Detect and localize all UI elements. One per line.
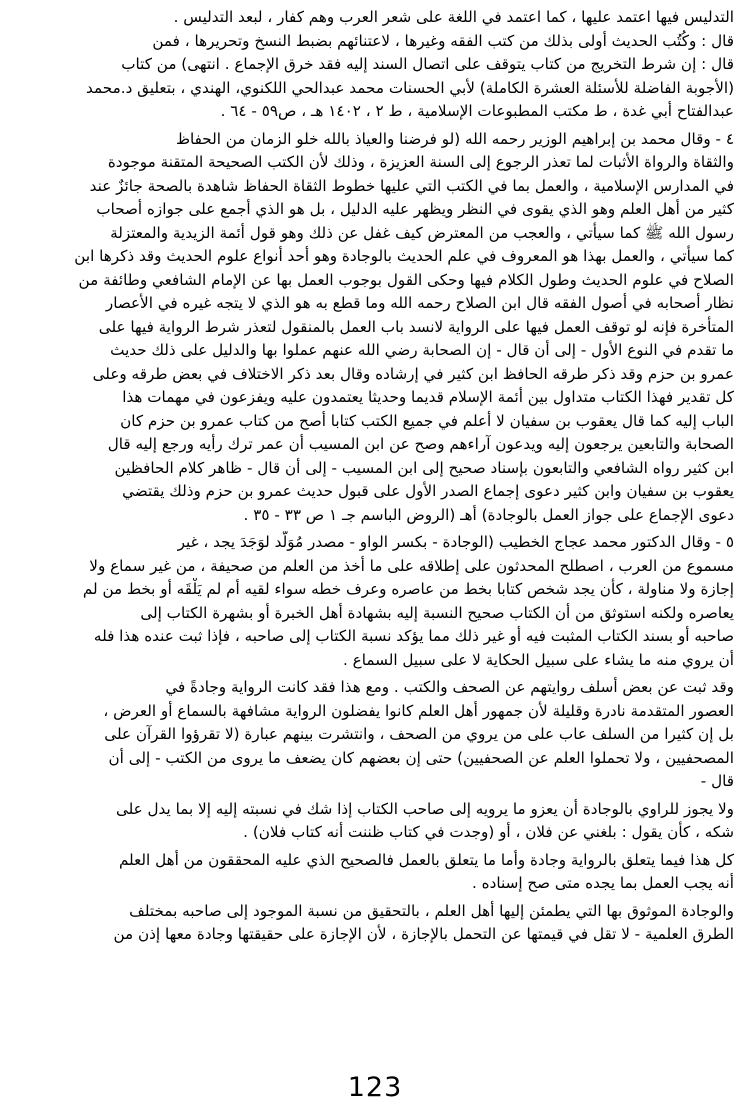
text-line: الصحابة والتابعين يرجعون إليه ويدعون آراءهم وصح عن ابن المسيب أن عمر ترك رأيه ورجع إليه قال: [107, 435, 734, 453]
text-line: قال -: [700, 772, 734, 790]
page-body: [12, 6, 734, 947]
paragraph: [12, 849, 734, 896]
text-line: والوجادة الموثوق بها التي يطمئن إليها أهل العلم ، بالتحقيق من نسبة الموجود إلى صاحبه بمختلف: [129, 901, 734, 920]
text-line: التدليس فيها اعتمد عليها ، كما اعتمد في اللغة على شعر العرب وهم كفار ، لبعد التدليس .: [173, 8, 734, 26]
text-line: يعاصره ولكنه استوثق من أن الكتاب صحيح النسبة إليه بشهادة أهل الخبرة أو بشهرة الكتاب إلى: [140, 603, 734, 622]
text-line: كثير من أهل العلم وهو الذي يقوى في النظر ويظهر عليه الدليل ، بل هو الذي أجمع على جوازه أصحاب: [96, 200, 734, 218]
text-line: المتأخرة فإنه لو توقف العمل فيها على الرواية لانسد باب العمل بالمنقول لتعذر شرط الرواية فيها على: [98, 317, 734, 336]
text-line: شكه ، كأن يقول : بلغني عن فلان ، أو (وجدت في كتاب ظننت أنه كتاب فلان) .: [243, 823, 734, 841]
text-line: رسول الله ﷺ كما سيأتي ، والعجب من المعترض كيف غفل عن ذلك وهو قول أئمة الزيدية والمعتزلة: [110, 223, 734, 242]
text-line: مسموع من العرب ، اصطلح المحدثون على إطلاقه على ما أخذ من العلم من صحيفة ، من غير سماع ولا: [89, 556, 734, 575]
text-line: قال : إن شرط التخريج من كتاب يتوقف على اتصال السند إليه فقد خرق الإجماع . انتهى) من كتاب: [121, 55, 734, 73]
page-number: 123: [347, 1072, 403, 1103]
text-line: صاحبه أو بسند الكتاب المثبت فيه أو غير ذلك مما يؤكد نسبة الكتاب إلى صاحبه ، فإذا ثبت عنده هذا فله: [93, 627, 734, 645]
text-line: الصلاح في علوم الحديث وطول الكلام فيها وحكى القول بوجوب العمل بها عن الإمام الشافعي وطائفة من: [78, 270, 734, 289]
text-line: في المدارس الإسلامية ، والعمل بما في الكتب التي عليها خطوط الثقاة الحفاظ شاهدة بالصحة جائزٌ عند: [89, 176, 734, 195]
paragraph: [12, 128, 734, 528]
text-line: قال : وكُتُب الحديث أولى بذلك من كتب الفقه وغيرها ، لاعتنائهم بضبط النسخ وتحريرها ، فمن: [152, 31, 734, 50]
text-line: ٤ - وقال محمد بن إبراهيم الوزير رحمه الله (لو فرضنا والعياذ بالله خلو الزمان من الحفاظ: [175, 129, 734, 148]
text-line: كما سيأتي ، والعمل بهذا هو المعروف في علم الحديث بالوجادة وهو أحد أنواع علوم الحديث وقد ذكرها ابن: [74, 247, 734, 265]
text-line: دعوى الإجماع على جواز العمل بالوجادة) أهـ (الروض الباسم جـ ١ ص ٣٣ - ٣٥ .: [243, 505, 734, 524]
paragraph: [12, 798, 734, 845]
text-line: الطرق العلمية - لا تقل في قيمتها عن التحمل بالإجازة ، لأن الإجازة على حقيقتها وجادة معها إذن من: [113, 925, 734, 943]
text-line: كل تقدير فهذا الكتاب متداول بين أئمة الإسلام قديما وحديثا يعتمدون عليه ويفزعون في مهمات هذا: [122, 388, 734, 406]
text-line: الباب إليه كما قال يعقوب بن سفيان لا أعلم في جميع الكتب كتابا أصح من كتاب عمرو بن حزم كان: [120, 411, 734, 430]
text-line: العصور المتقدمة نادرة وقليلة لأن جمهور أهل العلم كانوا يفضلون الرواية مشافهة بالسماع أو العرض ،: [103, 701, 734, 720]
text-line: عمرو بن حزم وقد ذكر طرقه الحافظ ابن كثير في إرشاده وقال بعد ذكر الاختلاف في بعض طرقه وعلى: [92, 364, 734, 383]
text-line: أن يروي منه ما يشاء على سبيل الحكاية لا على سبيل السماع .: [343, 650, 734, 669]
text-line: أنه يجب العمل بما يجده متى صح إسناده .: [472, 874, 734, 892]
text-line: والثقاة والرواة الأثبات لما تعذر الرجوع إلى السنة العزيزة ، وذلك لأن الكتب الصحيحة المتقنة موجودة: [107, 153, 734, 171]
text-line: كل هذا فيما يتعلق بالرواية وجادة وأما ما يتعلق بالعمل فالصحيح الذي عليه المحققون من أهل العلم: [118, 850, 734, 869]
paragraph: [12, 900, 734, 947]
text-line: بل إن كثيرا من السلف عاب على من يروي من الصحف ، وانتشرت بينهم عبارة (لا تقرؤوا القرآن على: [104, 725, 734, 743]
paragraph: [12, 531, 734, 672]
text-line: ابن كثير رواه الشافعي والتابعون بإسناد صحيح إلى ابن المسيب - إلى أن قال - ظاهر كلام الحافظين: [114, 458, 734, 477]
text-line: ولا يجوز للراوي بالوجادة أن يعزو ما يرويه إلى صاحب الكتاب إذا شك في نسبته إليه إلا بما يدل على: [115, 799, 734, 818]
text-line: يعقوب بن سفيان وابن كثير دعوى إجماع الصدر الأول على قبول حديث عمرو بن حزم وذلك يقتضي: [122, 482, 734, 500]
text-line: وقد ثبت عن بعض أسلف روايتهم عن الصحف والكتب . ومع هذا فقد كانت الرواية وجادةً في: [165, 678, 734, 696]
paragraph: [12, 676, 734, 794]
text-line: (الأجوبة الفاضلة للأسئلة العشرة الكاملة) لأبي الحسنات محمد عبدالحي اللكنوي، الهندي ، بتعليق د.محمد: [86, 78, 734, 97]
text-line: عبدالفتاح أبي غدة ، ط مكتب المطبوعات الإسلامية ، ط ٢ ، ١٤٠٢ هـ ، ص٥٩ - ٦٤ .: [220, 102, 734, 120]
text-line: نظار أصحابه في أصول الفقه قال ابن الصلاح رحمه الله وما قطع به هو الذي لا يتجه غيره في الأعصار: [105, 294, 734, 312]
text-line: ما تقدم في النوع الأول - إلى أن قال - إن الصحابة رضي الله عنهم عملوا بها والدليل على ذلك حديث: [110, 341, 734, 359]
text-line: إجازة ولا مناولة ، كأن يجد شخص كتابا بخط من عاصره وعرف خطه سواء لقيه أم لم يَلْقَه أو بخط من لم: [82, 580, 734, 598]
paragraph: [12, 6, 734, 124]
text-line: المصحفيين ، ولا تحملوا العلم عن الصحفيين) حتى إن بعضهم كان يضعف ما يروى من الكتب - إلى أن: [108, 748, 734, 767]
text-line: ٥ - وقال الدكتور محمد عجاج الخطيب (الوجادة - بكسر الواو - مصدر مُوَلَّد لوَجَدَ يجد ، غير: [177, 533, 734, 551]
